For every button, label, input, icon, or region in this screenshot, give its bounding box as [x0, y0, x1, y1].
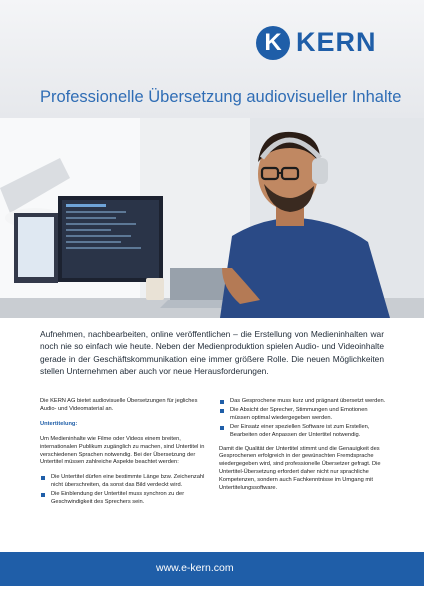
list-item-text: Die Einblendung der Untertitel muss synchron zu der Geschwindigkeit des Sprechers sein.: [51, 491, 185, 506]
intro-text: Die KERN AG bietet audiovisuelle Übersetzungen für jegliches Audio- und Videomaterial an.: [40, 398, 198, 412]
bullet-square-icon: [220, 400, 224, 404]
kern-logo[interactable]: [256, 26, 386, 60]
photo-man-headphones-computer-icon: [0, 118, 424, 318]
right-column: [219, 398, 387, 500]
bullet-square-icon: [41, 493, 45, 497]
logo-letter: K: [264, 29, 282, 56]
right-bullet-list: [219, 398, 387, 440]
bullet-square-icon: [220, 409, 224, 413]
footer-bar: [0, 552, 424, 586]
page-title: Professionelle Übersetzung audiovisueller Inhalte: [40, 88, 402, 106]
left-column: [40, 398, 208, 513]
list-item-text: Der Einsatz einer speziellen Software ist zum Erstellen, Bearbeiten oder Anpassen der Untertitel notwendig.: [230, 423, 370, 438]
list-item: [219, 424, 387, 440]
subtitle-heading: Untertitelung:: [40, 420, 78, 427]
list-item-text: Das Gesprochene muss kurz und prägnant übersetzt werden.: [230, 398, 386, 404]
lead-paragraph: Aufnehmen, nachbearbeiten, online veröffentlichen – die Erstellung von Medieninhalten war noch nie so einfach wie heute. Neben der Medienproduktion spielen Audio- und Videoinhalte gerade in der Geschäftskommunikation eine immer größere Rolle. Die neuen Möglichkeiten stellen Unternehmen aber auch vor neue Herausforderungen.: [40, 329, 384, 377]
left-bullet-list: [40, 474, 208, 507]
list-item: [219, 407, 387, 423]
hero-photo: [0, 118, 424, 318]
bullet-square-icon: [220, 426, 224, 430]
website-link[interactable]: www.e-kern.com: [156, 562, 234, 574]
bullet-square-icon: [41, 476, 45, 480]
list-item: [40, 491, 208, 507]
list-item: [40, 474, 208, 490]
logo-wordmark: KERN: [296, 27, 377, 57]
list-item-text: Die Absicht der Sprecher, Stimmungen und Emotionen müssen optimal wiedergegeben werden.: [230, 406, 368, 421]
quality-paragraph: Damit die Qualität der Untertitel stimmt und die Genauigkeit des Gesprochenen erfolgreich in der gewünschten Fremdsprache wiedergegeben wird, sind professionelle Übersetzer gefragt. Die Untertitel-Übersetzung erfordert daher nicht nur sprachliche Kompetenzen, sondern auch Fachkenntnisse im Umgang mit Untertitelungssoftware.: [219, 445, 381, 492]
list-item-text: Die Untertitel dürfen eine bestimmte Länge bzw. Zeichenzahl nicht überschreiten, da sonst das Bild verdeckt wird.: [51, 474, 205, 489]
subtitle-paragraph: Um Medieninhalte wie Filme oder Videos einem breiten, internationalen Publikum zugänglich zu machen, sind Untertitel in verschiedenen Sprachen notwendig. Bei der Übersetzung der Untertitel müssen zahlreiche Aspekte beachtet werden:: [40, 435, 205, 466]
list-item: [219, 398, 387, 406]
